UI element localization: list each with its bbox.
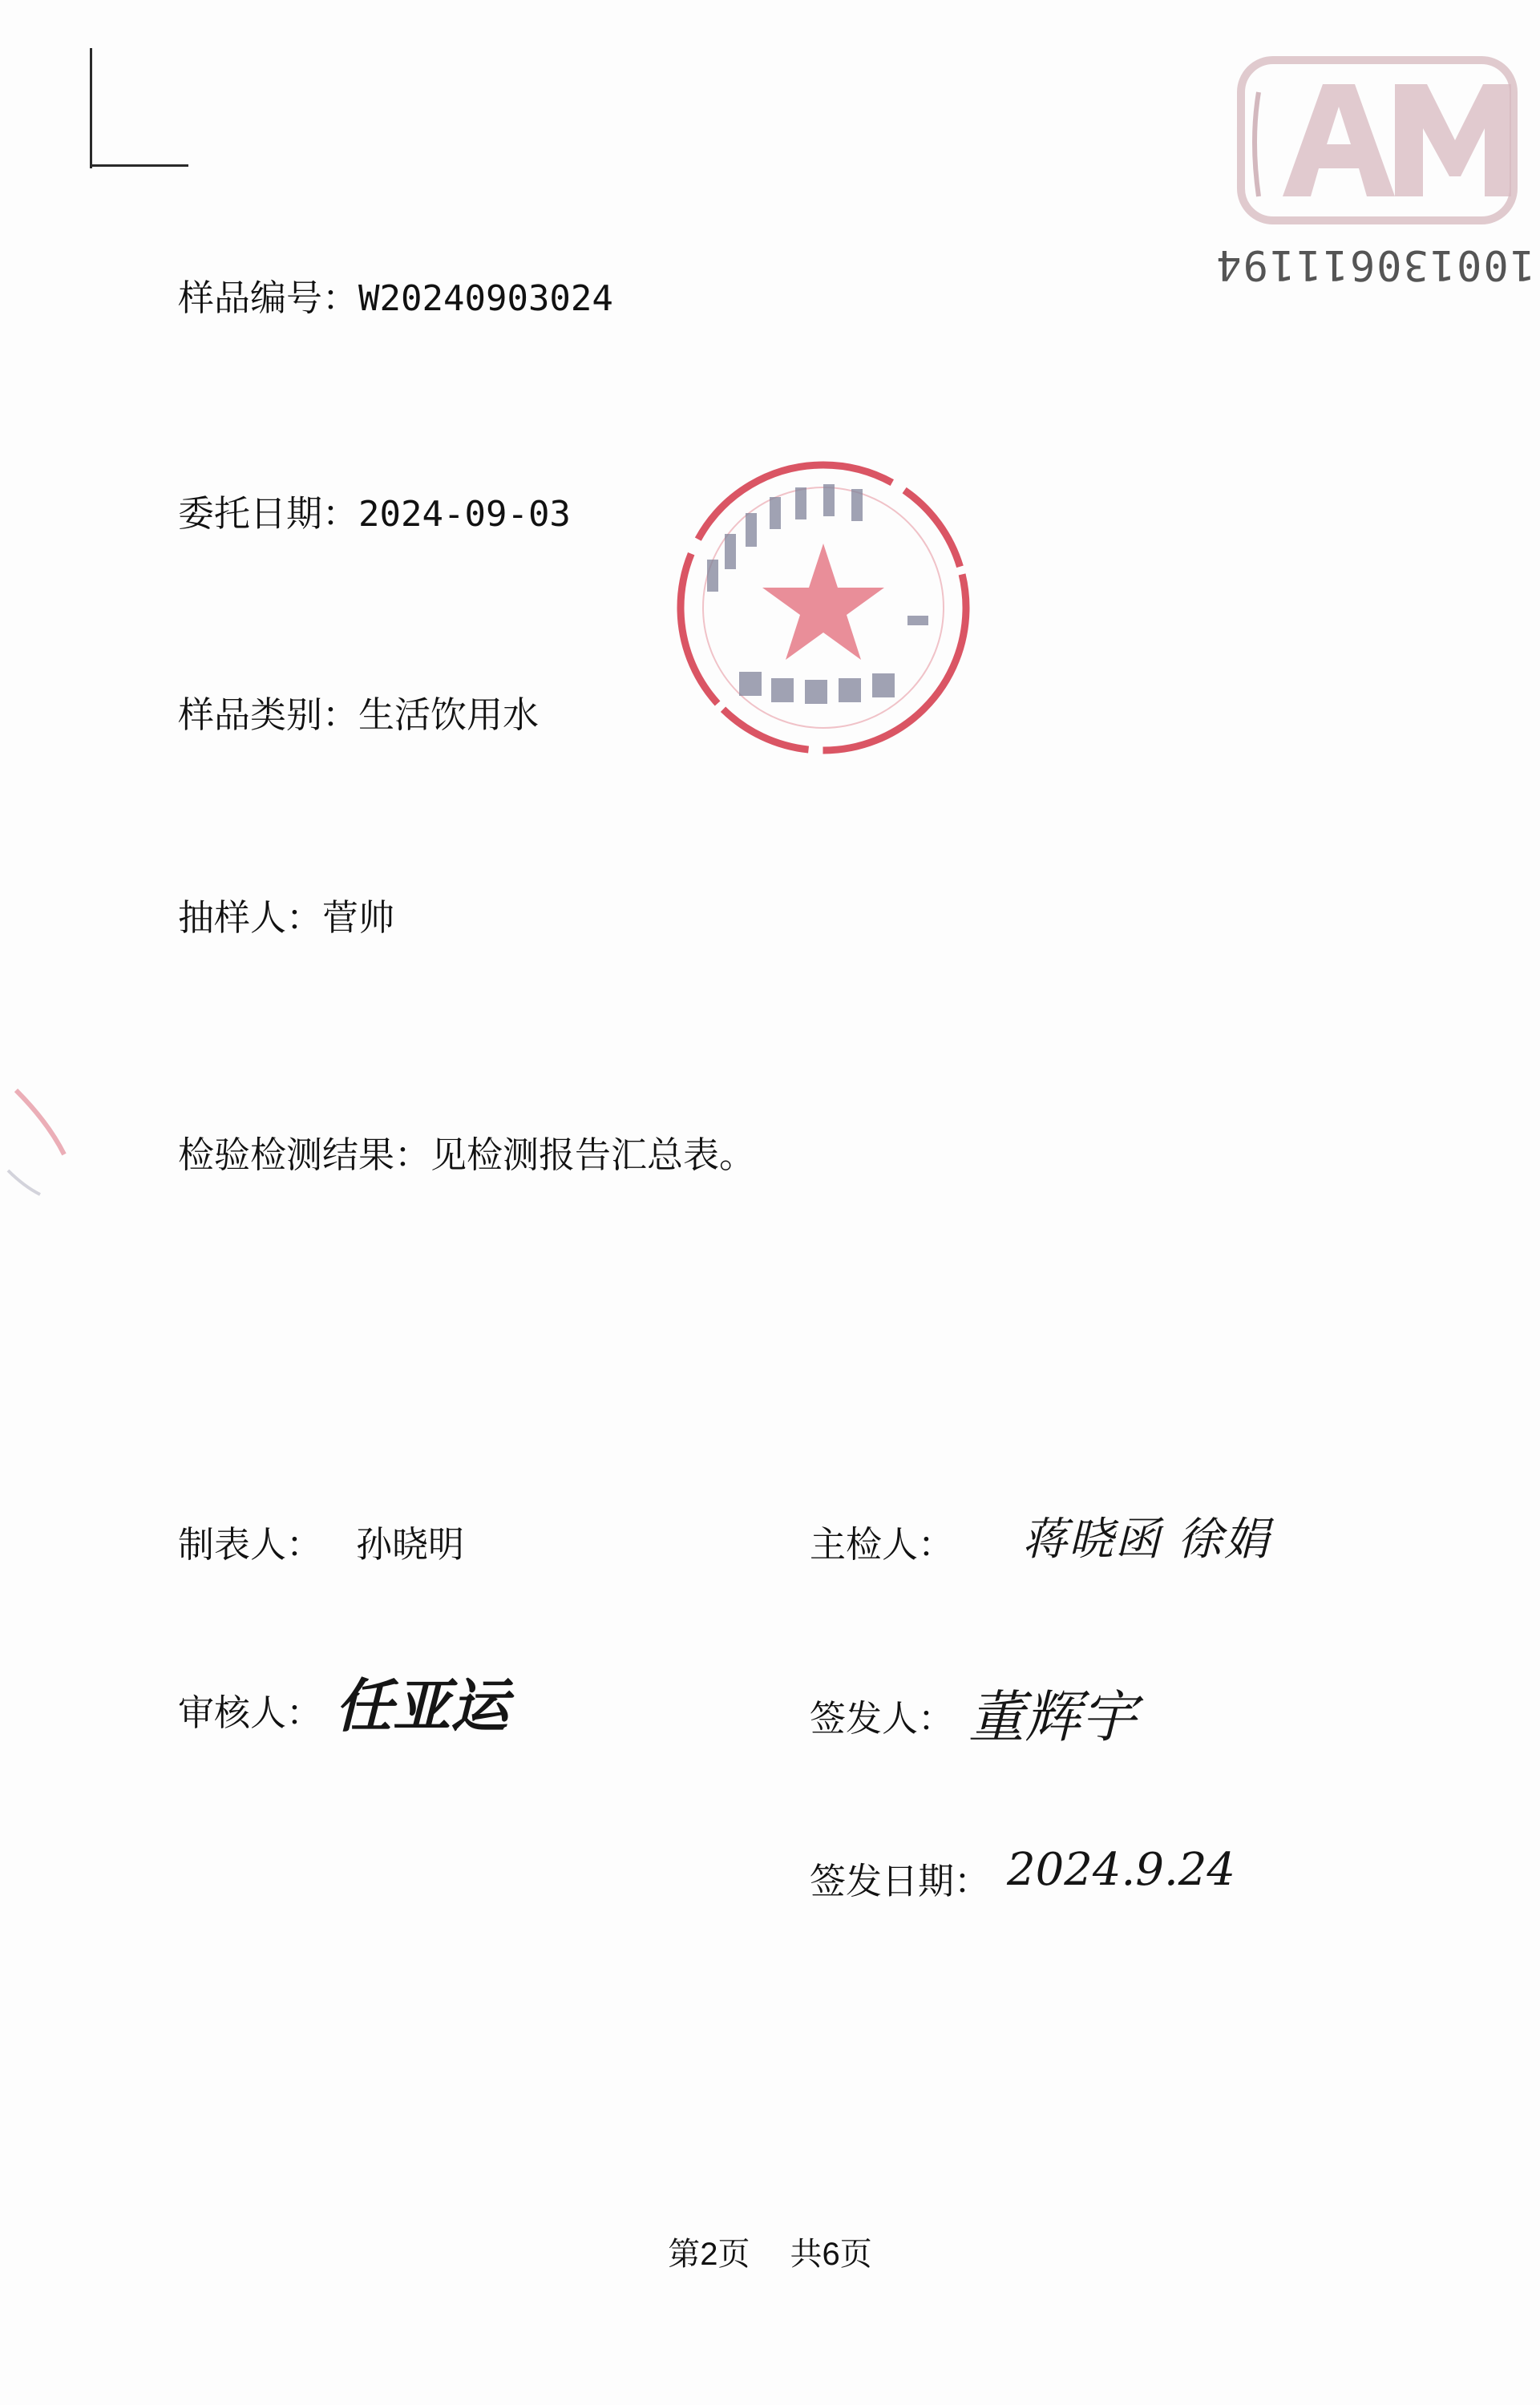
stray-stamp-mark [0, 1074, 80, 1211]
preparer-row [178, 1515, 464, 1567]
inspector-signature: 蒋晓函 徐娟 [1022, 1514, 1271, 1566]
entrust-date-row [178, 484, 571, 536]
issue-date-label: 签发日期： [810, 1860, 991, 1902]
sample-category-label: 样品类别： [178, 693, 359, 736]
sampler-row [178, 888, 394, 940]
issuer-row [810, 1689, 954, 1741]
reviewer-row [178, 1684, 322, 1736]
sample-category-row [178, 685, 539, 738]
reviewer-signature: 任亚运 [335, 1671, 509, 1740]
page-number: 第2页 [668, 2237, 750, 2272]
reviewer-label: 审核人： [178, 1692, 323, 1734]
result-row [178, 1126, 755, 1178]
scan-corner-mark [90, 48, 196, 168]
page-total: 共6页 [790, 2237, 872, 2272]
sample-number-row [178, 269, 613, 321]
issue-date-signature: 2024.9.24 [1007, 1844, 1236, 1896]
inspector-label: 主检人： [810, 1523, 955, 1566]
official-seal-icon [659, 439, 980, 776]
entrust-date-label: 委托日期： [178, 492, 359, 535]
sampler-label: 抽样人： [178, 896, 323, 939]
page-footer [0, 2229, 1540, 2274]
sample-category-value: 生活饮用水 [358, 693, 540, 736]
result-value: 见检测报告汇总表。 [430, 1134, 756, 1176]
sample-number-label: 样品编号： [178, 277, 359, 319]
issue-date-row [810, 1852, 990, 1904]
cma-number: 100130611194 [1215, 240, 1535, 289]
cma-logo-icon [1235, 44, 1523, 245]
result-label: 检验检测结果： [178, 1134, 431, 1176]
inspector-row [810, 1515, 954, 1567]
entrust-date-value: 2024-09-03 [358, 494, 571, 535]
preparer-value: 孙晓明 [356, 1523, 465, 1566]
issuer-label: 签发人： [810, 1697, 955, 1740]
sample-number-value: W20240903024 [358, 278, 613, 319]
preparer-label: 制表人： [178, 1523, 323, 1566]
sampler-value: 菅帅 [322, 896, 395, 939]
issuer-signature: 董辉宇 [968, 1684, 1137, 1750]
